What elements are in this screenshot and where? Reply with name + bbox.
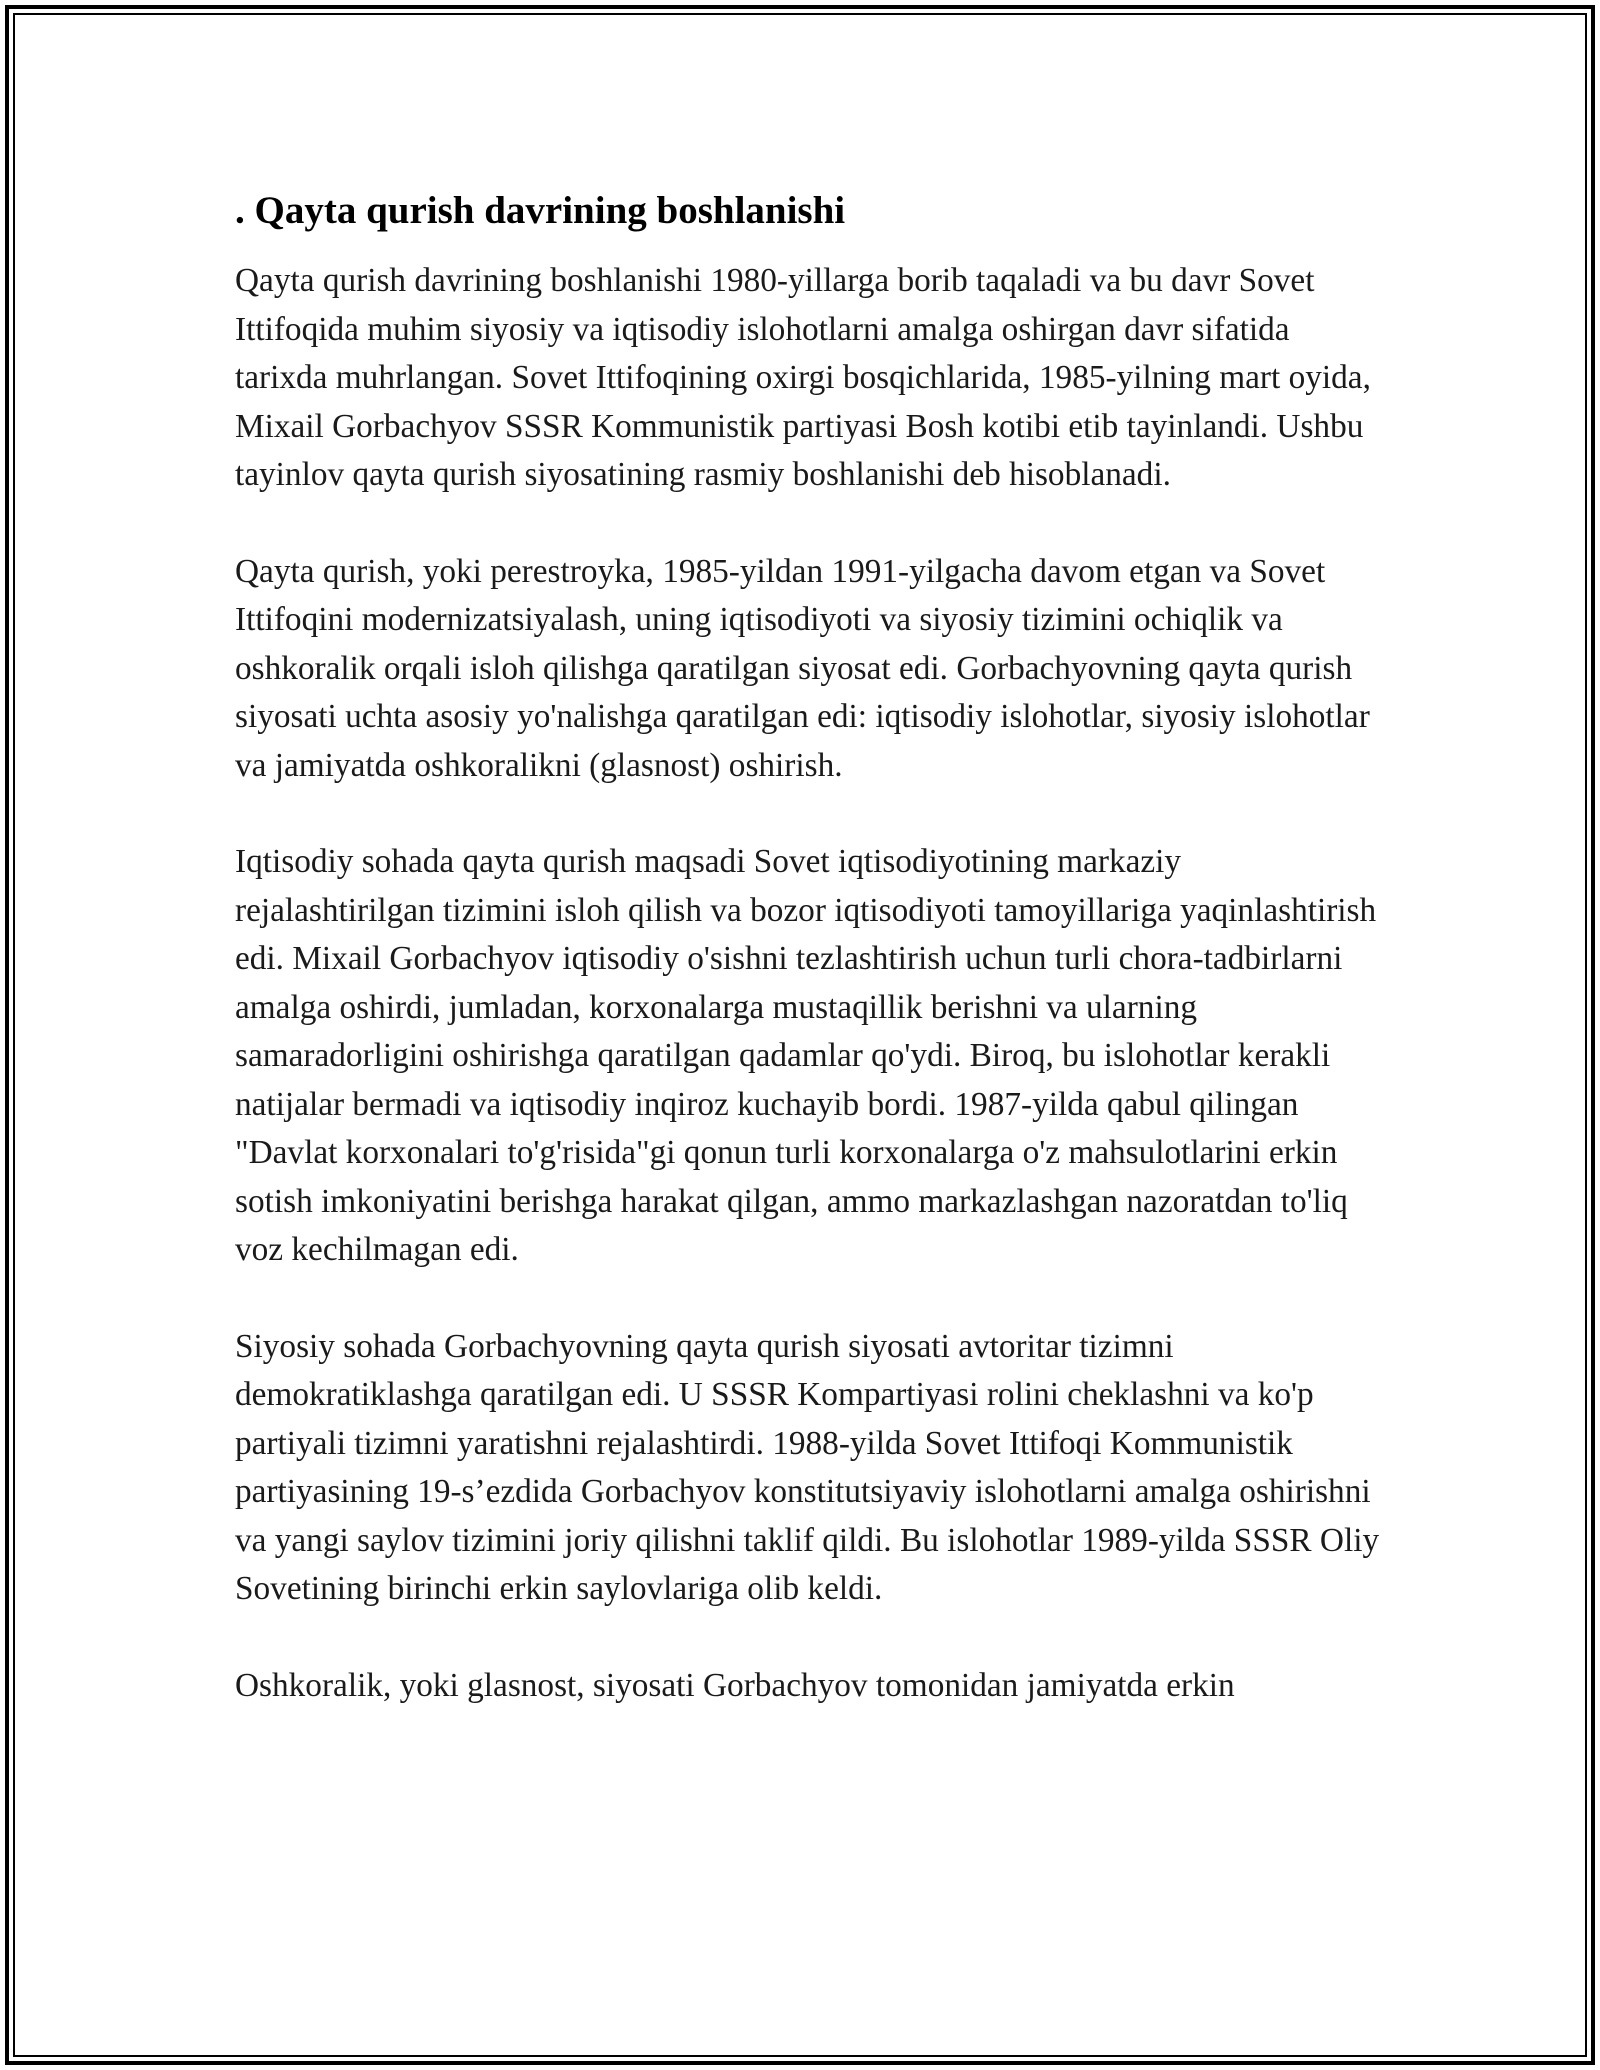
paragraph-1: Qayta qurish davrining boshlanishi 1980-yillarga borib taqaladi va bu davr Sovet Ittifoqida muhim siyosiy va iqtisodiy islohotlarni amalga oshirgan davr sifatida tarixda muhrlangan. Sovet Ittifoqining oxirgi bosqichlarida, 1985-yilning mart oyida, Mixail Gorbachyov SSSR Kommunistik partiyasi Bosh kotibi etib tayinlandi. Ushbu tayinlov qayta qurish siyosatining rasmiy boshlanishi deb hisoblanadi. xyxy=(235,262,1371,493)
paragraph-2: Qayta qurish, yoki perestroyka, 1985-yildan 1991-yilgacha davom etgan va Sovet Ittifoqini modernizatsiyalash, uning iqtisodiyoti va siyosiy tizimini ochiqlik va oshkoralik orqali isloh qilishga qaratilgan siyosat edi. Gorbachyovning qayta qurish siyosati uchta asosiy yo'nalishga qaratilgan edi: iqtisodiy islohotlar, siyosiy islohotlar va jamiyatda oshkoralikni (glasnost) oshirish. xyxy=(235,552,1370,784)
paragraph-5: Oshkoralik, yoki glasnost, siyosati Gorbachyov tomonidan jamiyatda erkin xyxy=(235,1666,1235,1704)
section-heading: . Qayta qurish davrining boshlanishi xyxy=(235,189,846,232)
document-body xyxy=(235,185,1380,1758)
paragraph-4: Siyosiy sohada Gorbachyovning qayta qurish siyosati avtoritar tizimni demokratiklashga qaratilgan edi. U SSSR Kompartiyasi rolini cheklashni va ko'p partiyali tizimni yaratishni rejalashtirdi. 1988-yilda Sovet Ittifoqi Kommunistik partiyasining 19-s’ezdida Gorbachyov konstitutsiyaviy islohotlarni amalga oshirishni va yangi saylov tizimini joriy qilishni taklif qildi. Bu islohotlar 1989-yilda SSSR Oliy Sovetining birinchi erkin saylovlariga olib keldi. xyxy=(235,1327,1380,1607)
paragraph-3: Iqtisodiy sohada qayta qurish maqsadi Sovet iqtisodiyotining markaziy rejalashtirilgan tizimini isloh qilish va bozor iqtisodiyoti tamoyillariga yaqinlashtirish edi. Mixail Gorbachyov iqtisodiy o'sishni tezlashtirish uchun turli chora-tadbirlarni amalga oshirdi, jumladan, korxonalarga mustaqillik berishni va ularning samaradorligini oshirishga qaratilgan qadamlar qo'ydi. Biroq, bu islohotlar kerakli natijalar bermadi va iqtisodiy inqiroz kuchayib bordi. 1987-yilda qabul qilingan "Davlat korxonalari to'g'risida"gi qonun turli korxonalarga o'z mahsulotlarini erkin sotish imkoniyatini berishga harakat qilgan, ammo markazlashgan nazoratdan to'liq voz kechilmagan edi. xyxy=(235,843,1377,1268)
